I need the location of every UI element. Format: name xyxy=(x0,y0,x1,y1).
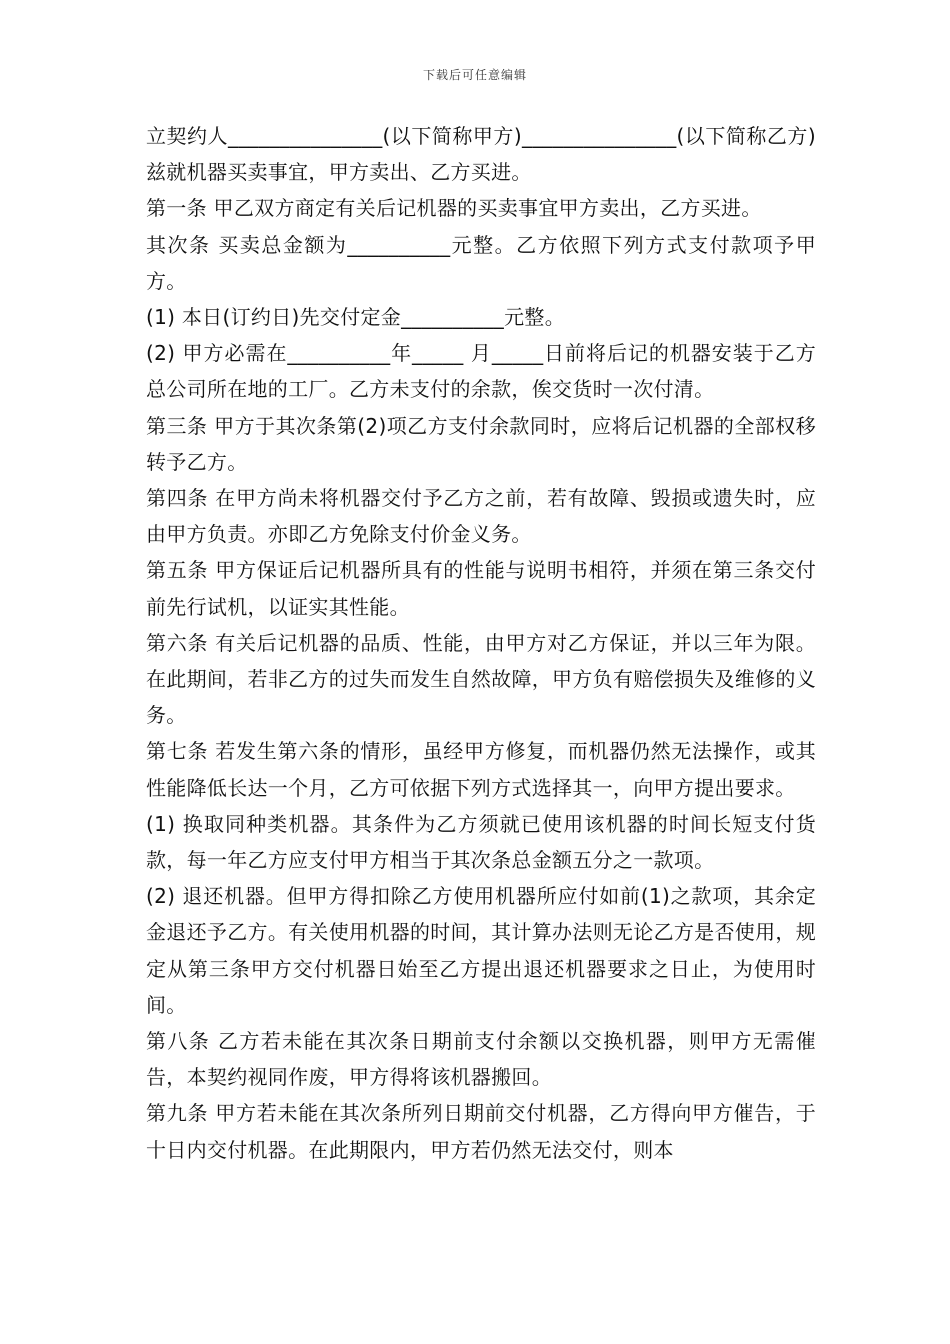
paragraph-article-8: 第八条 乙方若未能在其次条日期前支付余额以交换机器，则甲方无需催告，本契约视同作废，甲方得将该机器搬回。 xyxy=(146,1029,816,1090)
paragraph-article-5: 第五条 甲方保证后记机器所具有的性能与说明书相符，并须在第三条交付前先行试机，以证实其性能。 xyxy=(146,558,816,619)
paragraph-article-1: 第一条 甲乙双方商定有关后记机器的买卖事宜甲方卖出，乙方买进。 xyxy=(146,196,762,221)
paragraph-article-3: 第三条 甲方于其次条第(2)项乙方支付余款同时，应将后记机器的全部权移转予乙方。 xyxy=(146,413,816,474)
paragraph-article-2: 其次条 买卖总金额为__________元整。乙方依照下列方式支付款项予甲方。 xyxy=(146,232,816,293)
paragraph-article-2-item-2: (2) 甲方必需在__________年_____ 月_____日前将后记的机器安装于乙方总公司所在地的工厂。乙方未支付的余款，俟交货时一次付清。 xyxy=(146,341,816,402)
paragraph-article-4: 第四条 在甲方尚未将机器交付予乙方之前，若有故障、毁损或遗失时，应由甲方负责。亦即乙方免除支付价金义务。 xyxy=(146,486,816,547)
paragraph-article-2-item-1: (1) 本日(订约日)先交付定金__________元整。 xyxy=(146,305,565,330)
contract-body xyxy=(146,118,816,1168)
paragraph-article-7-item-2: (2) 退还机器。但甲方得扣除乙方使用机器所应付如前(1)之款项，其余定金退还予乙方。有关使用机器的时间，其计算办法则无论乙方是否使用，规定从第三条甲方交付机器日始至乙方提出退还机器要求之日止，为使用时间。 xyxy=(146,884,816,1017)
header-note: 下载后可任意编辑 xyxy=(422,68,527,82)
paragraph-article-7: 第七条 若发生第六条的情形，虽经甲方修复，而机器仍然无法操作，或其性能降低长达一个月，乙方可依据下列方式选择其一，向甲方提出要求。 xyxy=(146,739,816,800)
paragraph-parties: 立契约人_______________(以下简称甲方)_______________(以下简称乙方)兹就机器买卖事宜，甲方卖出、乙方买进。 xyxy=(146,124,816,185)
paragraph-article-7-item-1: (1) 换取同种类机器。其条件为乙方须就已使用该机器的时间长短支付货款，每一年乙方应支付甲方相当于其次条总金额五分之一款项。 xyxy=(146,811,816,873)
paragraph-article-6: 第六条 有关后记机器的品质、性能，由甲方对乙方保证，并以三年为限。在此期间，若非乙方的过失而发生自然故障，甲方负有赔偿损失及维修的义务。 xyxy=(146,630,816,728)
paragraph-article-9: 第九条 甲方若未能在其次条所列日期前交付机器，乙方得向甲方催告，于十日内交付机器。在此期限内，甲方若仍然无法交付，则本 xyxy=(146,1101,816,1162)
